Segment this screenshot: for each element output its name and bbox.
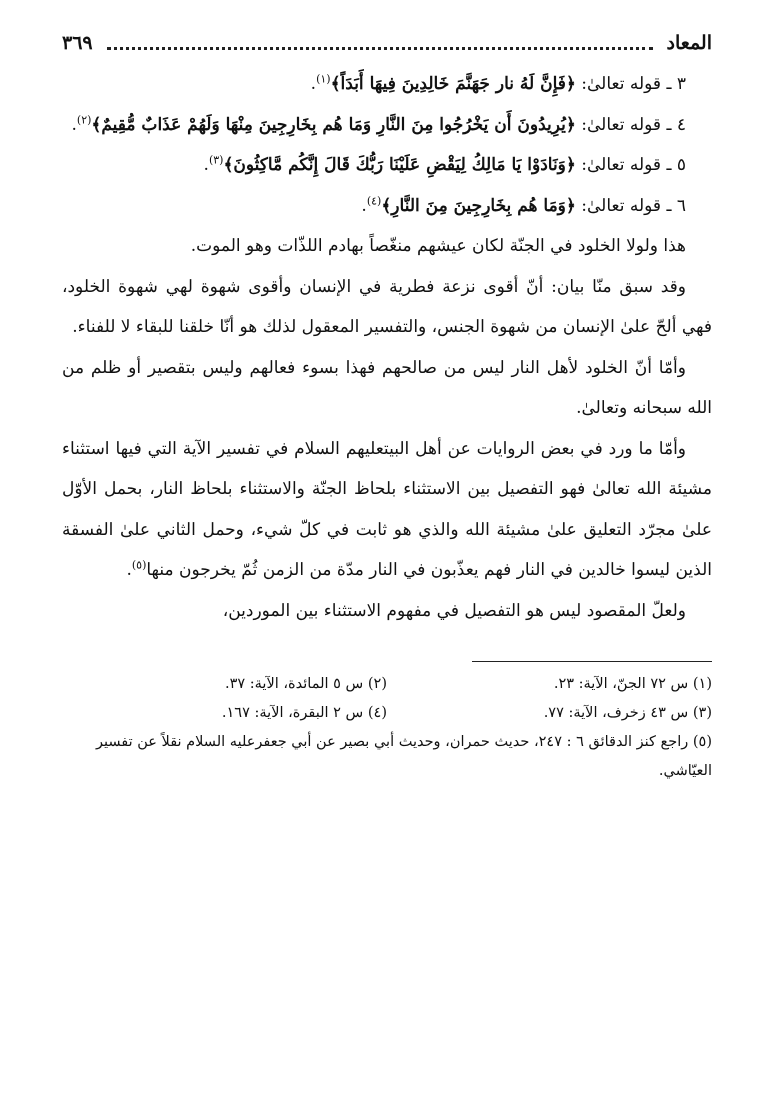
footnotes [62,670,712,786]
quran-verse: ﴿يُرِيدُونَ أَن يَخْرُجُوا مِنَ النَّارِ وَمَا هُم بِخَارِجِينَ مِنْهَا وَلَهُمْ عَذَابٌ مُّقِيمٌ﴾ [91,114,576,135]
verse-end: . [71,114,77,135]
verse-label: ٥ ـ قوله تعالىٰ: [575,155,686,175]
verse-3 [62,64,712,105]
quran-verse: ﴿وَمَا هُم بِخَارِجِينَ مِنَ النَّارِ﴾ [381,195,576,216]
verse-6 [62,186,712,227]
footnote-ref: (٢) [76,112,92,126]
quran-verse: ﴿فَإِنَّ لَهُ نار جَهَنَّمَ خَالِدِينَ فِيهَا أَبَدَاً﴾ [330,74,576,94]
header-dot-leader [107,47,653,50]
footnote-ref: (٣) [208,153,224,167]
paragraph-5: ولعلّ المقصود ليس هو التفصيل في مفهوم الاستثناء بين الموردين، [222,600,686,621]
paragraph-1: هذا ولولا الخلود في الجنّة لكان عيشهم منغّصاً بهادم اللذّات وهو الموت. [190,236,686,256]
footnote-1: (١) س ٧٢ الجنّ، الآية: ٢٣. [553,676,712,692]
verse-4 [62,105,712,146]
footnote-row [62,670,712,699]
verse-label: ٣ ـ قوله تعالىٰ: [575,74,686,94]
footnote-row [62,699,712,728]
book-page [62,28,712,786]
verse-end: . [203,155,209,175]
footnote-2: (٢) س ٥ المائدة، الآية: ٣٧. [224,676,387,692]
verse-5 [62,145,712,186]
footnote-separator [472,661,712,662]
paragraph-4-text: وأمّا ما ورد في بعض الروايات عن أهل البيتعليهم السلام في تفسير الآية التي فيها استثناء مشيئة الله تعالىٰ فهو التفصيل بين الاستثناء بلحاظ الجنّة والاستثناء بلحاظ النار، بحمل الأوّل علىٰ مجرّد التعليق علىٰ مشيئة الله والذي هو ثابت في كلّ شيء، وحمل الثاني علىٰ الفسقة الذين ليسوا خالدين في النار فهم يعذّبون في النار مدّة من الزمن ثُمّ يخرجون منها [62,438,712,580]
footnote-ref: (٤) [366,193,382,207]
paragraph-4-end: . [126,560,132,580]
verse-label: ٤ ـ قوله تعالىٰ: [575,114,686,135]
footnote-4: (٤) س ٢ البقرة، الآية: ١٦٧. [221,705,387,721]
page-body [62,64,712,631]
paragraph-3: وأمّا أنّ الخلود لأهل النار ليس من صالحهم فهذا بسوء فعالهم وليس بتقصير أو ظلم من الله سبحانه وتعالىٰ. [62,357,712,418]
verse-label: ٦ ـ قوله تعالىٰ: [575,195,686,216]
paragraph-4 [62,429,712,591]
verse-end: . [310,74,317,94]
quran-verse: ﴿وَنَادَوْا يَا مَالِكُ لِيَقْضِ عَلَيْنَا رَبُّكَ قَالَ إِنَّكُم مَّاكِثُونَ﴾ [223,155,576,175]
page-number: ٣٦٩ [62,32,93,54]
footnote-ref: (١) [316,72,331,86]
paragraph-2: وقد سبق منّا بيان: أنّ أقوى نزعة فطرية في الإنسان وأقوى شهوة لهي شهوة الخلود، فهي ألحّ علىٰ الإنسان من شهوة الجنس، والتفسير المعقول لذلك هو أنّا خلقنا للبقاء لا للفناء. [62,276,712,337]
running-header [62,28,712,58]
verse-end: . [361,195,367,216]
footnote-5: (٥) راجع كنز الدقائق ٦ : ٢٤٧، حديث حمران، وحديث أبي بصير عن أبي جعفرعليه السلام نقلاً عن تفسير العيّاشي. [95,734,712,779]
footnote-ref: (٥) [131,558,147,572]
footnote-3: (٣) س ٤٣ زخرف، الآية: ٧٧. [543,705,712,721]
chapter-title: المعاد [666,32,712,54]
